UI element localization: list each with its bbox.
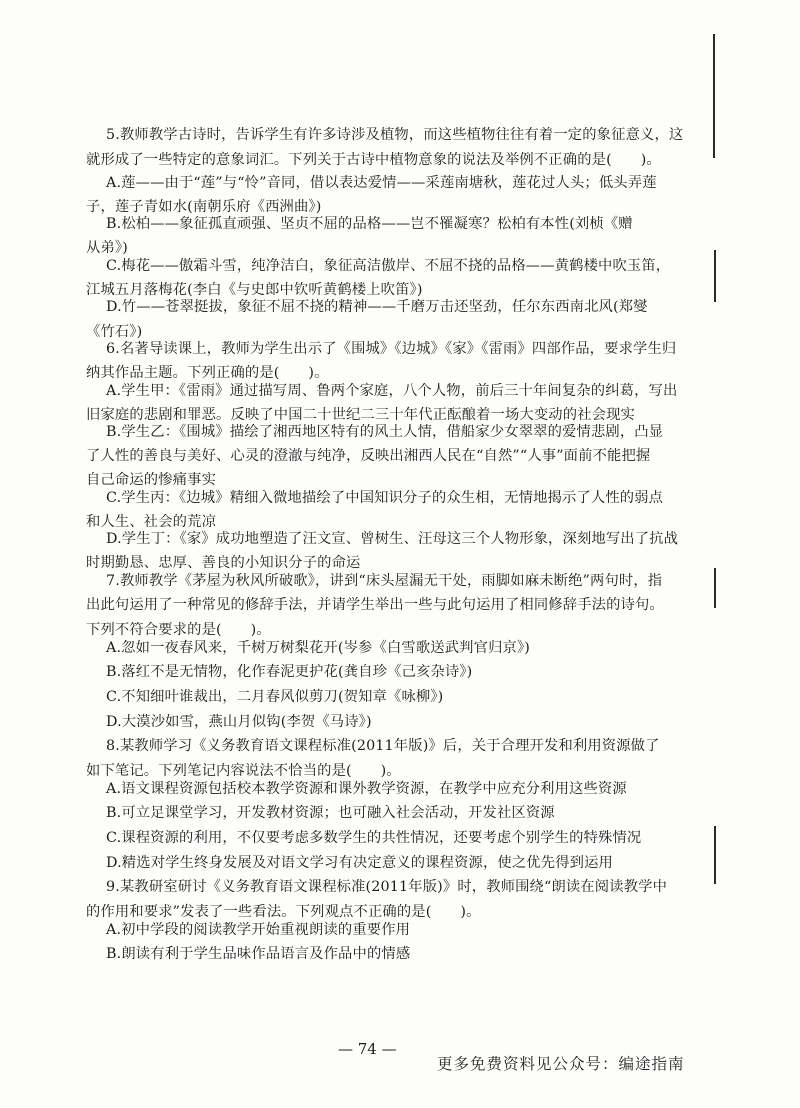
question-stem-line: 6.名著导读课上，教师为学生出示了《围城》《边城》《家》《雷雨》四部作品，要求学生归 bbox=[106, 341, 677, 357]
answer-option-line: B.学生乙：《围城》描绘了湘西地区特有的风土人情，借船家少女翠翠的爱情悲剧，凸显 bbox=[106, 424, 664, 440]
page-edge-line-lower bbox=[714, 826, 716, 884]
answer-option-line: 从弟》) bbox=[86, 240, 128, 256]
answer-option-line: D.大漠沙如雪，燕山月似钩(李贺《马诗》) bbox=[106, 714, 372, 730]
answer-option-line: B.松柏——象征孤直顽强、坚贞不屈的品格——岂不罹凝寒？松柏有本性(刘桢《赠 bbox=[106, 216, 633, 232]
question-stem-line: 出此句运用了一种常见的修辞手法，并请学生举出一些与此句运用了相同修辞手法的诗句。 bbox=[86, 597, 664, 613]
question-stem-line: 8.某教师学习《义务教育语文课程标准(2011年版)》后，关于合理开发和利用资源做了 bbox=[106, 738, 660, 754]
answer-option-line: D.竹——苍翠挺拔，象征不屈不挠的精神——千磨万击还坚劲，任尔东西南北风(郑燮 bbox=[106, 299, 648, 315]
answer-option-line: C.学生丙：《边城》精细入微地描绘了中国知识分子的众生相，无情地揭示了人性的弱点 bbox=[106, 490, 664, 506]
answer-option-line: B.落红不是无情物，化作春泥更护花(龚自珍《己亥杂诗》) bbox=[106, 664, 473, 680]
answer-option-line: D.精选对学生终身发展及对语文学习有决定意义的课程资源，使之优先得到运用 bbox=[106, 855, 613, 871]
question-stem-line: 的作用和要求”发表了一些看法。下列观点不正确的是( )。 bbox=[86, 904, 481, 920]
answer-option-line: D.学生丁：《家》成功地塑造了汪文宣、曾树生、汪母这三个人物形象，深刻地写出了抗战 bbox=[106, 531, 679, 547]
answer-option-line: 时期勤恳、忠厚、善良的小知识分子的命运 bbox=[86, 555, 361, 571]
question-stem-line: 5.教师教学古诗时，告诉学生有许多诗涉及植物，而这些植物往往有着一定的象征意义，这 bbox=[106, 127, 684, 143]
answer-option-line: 江城五月落梅花(李白《与史郎中钦听黄鹤楼上吹笛》) bbox=[86, 282, 423, 298]
answer-option-line: 子，莲子青如水(南朝乐府《西洲曲》) bbox=[86, 199, 322, 215]
answer-option-line: A.语文课程资源包括校本教学资源和课外教学资源，在教学中应充分利用这些资源 bbox=[106, 781, 627, 797]
answer-option-line: 旧家庭的悲剧和罪恶。反映了中国二十世纪二三十年代正酝酿着一场大变动的社会现实 bbox=[86, 407, 635, 423]
answer-option-line: 和人生、社会的荒凉 bbox=[86, 514, 217, 530]
answer-option-line: A.初中学段的阅读教学开始重视朗读的重要作用 bbox=[106, 922, 411, 938]
page-edge-line-upper bbox=[714, 250, 716, 302]
answer-option-line: B.可立足课堂学习，开发教材资源；也可融入社会活动，开发社区资源 bbox=[106, 805, 555, 821]
question-stem-line: 7.教师教学《茅屋为秋风所破歌》，讲到“床头屋漏无干处，雨脚如麻未断绝”两句时，指 bbox=[106, 573, 663, 589]
answer-option-line: A.忽如一夜春风来，千树万树梨花开(岑参《白雪歌送武判官归京》) bbox=[106, 640, 530, 656]
answer-option-line: C.不知细叶谁裁出，二月春风似剪刀(贺知章《咏柳》) bbox=[106, 689, 444, 705]
answer-option-line: B.朗读有利于学生品味作品语言及作品中的情感 bbox=[106, 946, 411, 962]
answer-option-line: A.莲——由于“莲”与“怜”音同，借以表达爱情——采莲南塘秋，莲花过人头；低头弄莲 bbox=[106, 175, 657, 191]
question-stem-line: 如下笔记。下列笔记内容说法不恰当的是( )。 bbox=[86, 763, 401, 779]
answer-option-line: 了人性的善良与美好、心灵的澄澈与纯净，反映出湘西人民在“自然”“人事”面前不能把握 bbox=[86, 448, 651, 464]
question-stem-line: 就形成了一些特定的意象词汇。下列关于古诗中植物意象的说法及举例不正确的是( )。 bbox=[86, 152, 661, 168]
answer-option-line: 《竹石》) bbox=[86, 324, 143, 340]
answer-option-line: C.课程资源的利用，不仅要考虑多数学生的共性情况，还要考虑个别学生的特殊情况 bbox=[106, 830, 642, 846]
page-edge-line-middle bbox=[714, 568, 716, 608]
question-stem-line: 下列不符合要求的是( )。 bbox=[86, 622, 271, 638]
question-stem-line: 纳其作品主题。下列正确的是( )。 bbox=[86, 365, 329, 381]
answer-option-line: 自己命运的惨痛事实 bbox=[86, 472, 217, 488]
answer-option-line: A.学生甲：《雷雨》通过描写周、鲁两个家庭，八个人物，前后三十年间复杂的纠葛，写出 bbox=[106, 383, 678, 399]
footer-note: 更多免费资料见公众号：编途指南 bbox=[437, 1055, 685, 1073]
page-number: — 74 — bbox=[338, 1040, 397, 1058]
page-edge-line-top bbox=[713, 34, 715, 158]
question-stem-line: 9.某教研室研讨《义务教育语文课程标准(2011年版)》时，教师围绕“朗读在阅读教学中 bbox=[106, 879, 668, 895]
answer-option-line: C.梅花——傲霜斗雪，纯净洁白，象征高洁傲岸、不屈不挠的品格——黄鹤楼中吹玉笛， bbox=[106, 258, 671, 274]
